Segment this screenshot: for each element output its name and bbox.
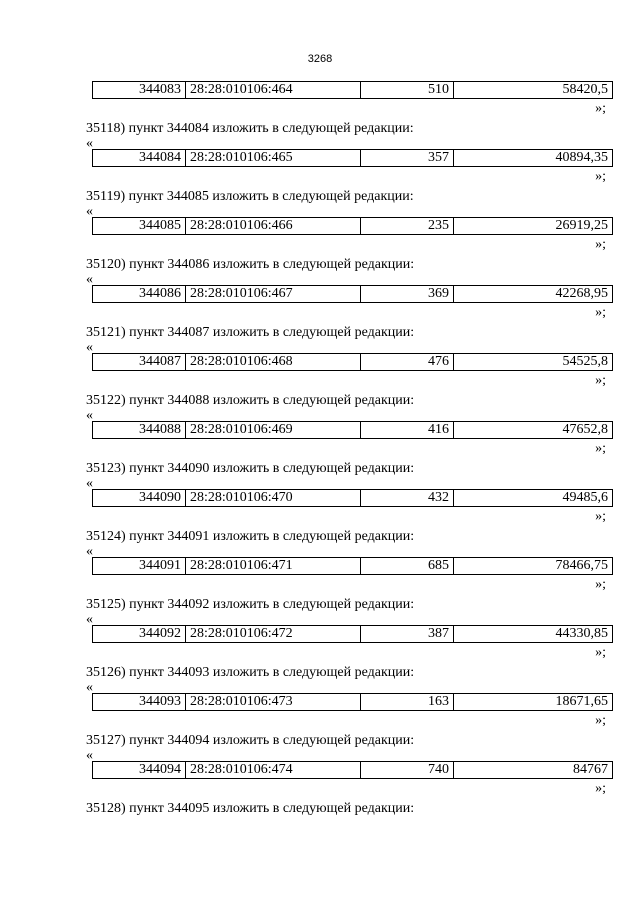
table-row <box>92 353 613 371</box>
table-row <box>92 217 613 235</box>
cell-cadastral: 28:28:010106:474 <box>186 762 361 779</box>
amendment-instruction: 35124) пункт 344091 изложить в следующей редакции: <box>86 529 415 544</box>
closing-quote: »; <box>595 441 606 456</box>
cell-number: 344083 <box>93 82 186 99</box>
cell-area: 357 <box>361 150 454 167</box>
cell-area: 416 <box>361 422 454 439</box>
closing-quote: »; <box>595 509 606 524</box>
closing-quote: »; <box>595 169 606 184</box>
opening-quote: « <box>86 680 93 695</box>
cell-area: 387 <box>361 626 454 643</box>
table-row <box>92 693 613 711</box>
cell-cadastral: 28:28:010106:469 <box>186 422 361 439</box>
opening-quote: « <box>86 612 93 627</box>
document-body <box>86 81 612 819</box>
cell-area: 510 <box>361 82 454 99</box>
cell-cadastral: 28:28:010106:464 <box>186 82 361 99</box>
opening-quote: « <box>86 476 93 491</box>
cell-number: 344092 <box>93 626 186 643</box>
cell-number: 344093 <box>93 694 186 711</box>
table-row <box>92 285 613 303</box>
closing-quote: »; <box>595 373 606 388</box>
cell-cadastral: 28:28:010106:470 <box>186 490 361 507</box>
cell-value: 58420,5 <box>454 82 613 99</box>
closing-quote: »; <box>595 101 606 116</box>
opening-quote: « <box>86 272 93 287</box>
amendment-list <box>86 99 612 819</box>
cell-area: 369 <box>361 286 454 303</box>
cell-cadastral: 28:28:010106:465 <box>186 150 361 167</box>
cell-cadastral: 28:28:010106:466 <box>186 218 361 235</box>
cell-cadastral: 28:28:010106:473 <box>186 694 361 711</box>
table-row <box>92 81 613 99</box>
amendment-instruction: 35122) пункт 344088 изложить в следующей редакции: <box>86 393 415 408</box>
cell-area: 432 <box>361 490 454 507</box>
cell-number: 344090 <box>93 490 186 507</box>
amendment-instruction: 35125) пункт 344092 изложить в следующей редакции: <box>86 597 415 612</box>
cell-number: 344086 <box>93 286 186 303</box>
amendment-instruction: 35127) пункт 344094 изложить в следующей редакции: <box>86 733 415 748</box>
cell-cadastral: 28:28:010106:468 <box>186 354 361 371</box>
amendment-instruction: 35119) пункт 344085 изложить в следующей редакции: <box>86 189 414 204</box>
amendment-instruction: 35126) пункт 344093 изложить в следующей редакции: <box>86 665 415 680</box>
opening-quote: « <box>86 136 93 151</box>
closing-quote: »; <box>595 577 606 592</box>
table-row <box>92 625 613 643</box>
cell-number: 344087 <box>93 354 186 371</box>
closing-quote: »; <box>595 713 606 728</box>
cell-number: 344091 <box>93 558 186 575</box>
opening-quote: « <box>86 408 93 423</box>
opening-quote: « <box>86 204 93 219</box>
cell-number: 344084 <box>93 150 186 167</box>
closing-quote: »; <box>595 305 606 320</box>
cell-value: 78466,75 <box>454 558 613 575</box>
opening-quote: « <box>86 748 93 763</box>
opening-quote: « <box>86 544 93 559</box>
table-row <box>92 761 613 779</box>
cell-value: 40894,35 <box>454 150 613 167</box>
cell-cadastral: 28:28:010106:467 <box>186 286 361 303</box>
table-row <box>92 557 613 575</box>
table-row <box>92 149 613 167</box>
amendment-instruction: 35118) пункт 344084 изложить в следующей редакции: <box>86 121 414 136</box>
cell-number: 344085 <box>93 218 186 235</box>
amendment-instruction: 35128) пункт 344095 изложить в следующей редакции: <box>86 801 415 816</box>
cell-area: 235 <box>361 218 454 235</box>
opening-quote: « <box>86 340 93 355</box>
cell-number: 344094 <box>93 762 186 779</box>
cell-value: 26919,25 <box>454 218 613 235</box>
cell-area: 685 <box>361 558 454 575</box>
cell-value: 54525,8 <box>454 354 613 371</box>
cell-value: 18671,65 <box>454 694 613 711</box>
cell-value: 47652,8 <box>454 422 613 439</box>
cell-number: 344088 <box>93 422 186 439</box>
cell-area: 476 <box>361 354 454 371</box>
cell-value: 84767 <box>454 762 613 779</box>
cell-cadastral: 28:28:010106:472 <box>186 626 361 643</box>
cell-value: 42268,95 <box>454 286 613 303</box>
page-number: 3268 <box>307 53 333 65</box>
amendment-instruction: 35123) пункт 344090 изложить в следующей редакции: <box>86 461 415 476</box>
closing-quote: »; <box>595 645 606 660</box>
table-row <box>92 489 613 507</box>
amendment-instruction: 35121) пункт 344087 изложить в следующей редакции: <box>86 325 415 340</box>
cell-area: 163 <box>361 694 454 711</box>
cell-cadastral: 28:28:010106:471 <box>186 558 361 575</box>
cell-value: 44330,85 <box>454 626 613 643</box>
amendment-instruction: 35120) пункт 344086 изложить в следующей редакции: <box>86 257 415 272</box>
closing-quote: »; <box>595 781 606 796</box>
closing-quote: »; <box>595 237 606 252</box>
table-row <box>92 421 613 439</box>
cell-value: 49485,6 <box>454 490 613 507</box>
cell-area: 740 <box>361 762 454 779</box>
